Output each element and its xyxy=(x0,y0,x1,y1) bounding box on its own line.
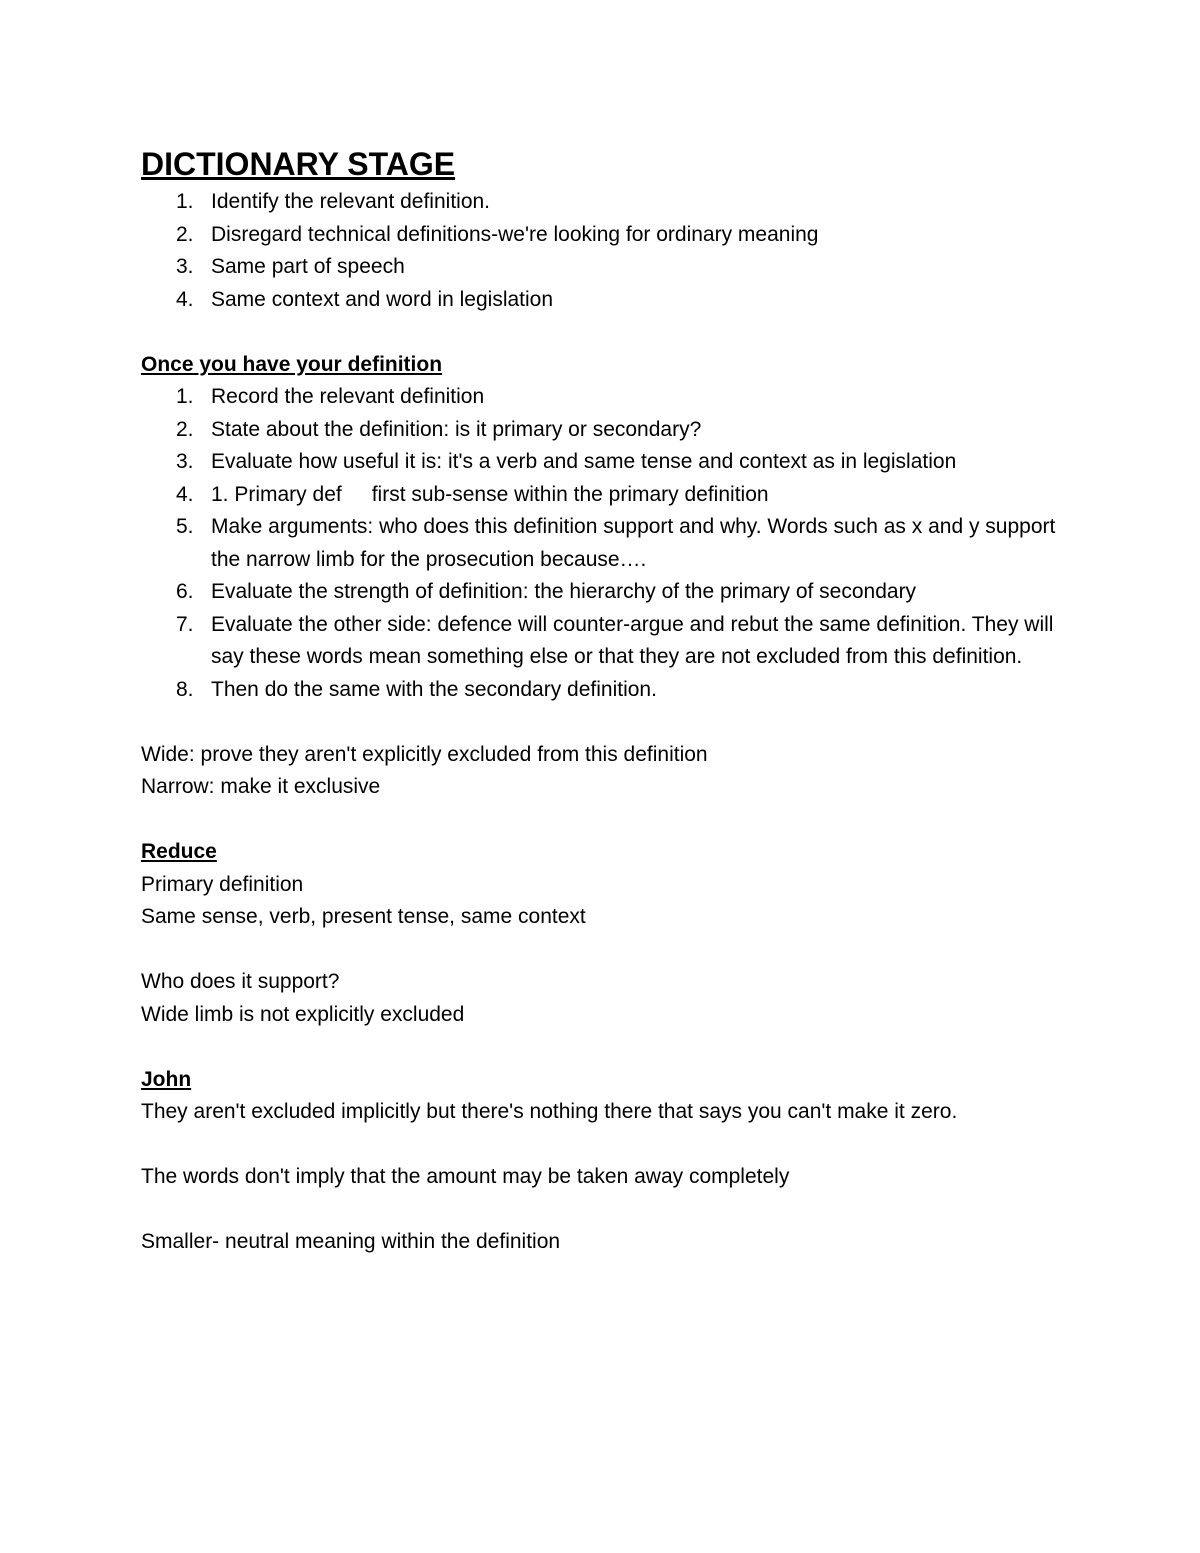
definition-steps-list xyxy=(141,381,1071,706)
john-line: They aren't excluded implicitly but there's nothing there that says you can't make it zero. xyxy=(141,1100,958,1123)
list-number: 8. xyxy=(176,677,194,701)
list-number: 2. xyxy=(176,417,194,441)
list-item-text: Evaluate how useful it is: it's a verb and same tense and context as in legislation xyxy=(211,450,957,473)
list-item-text: Evaluate the other side: defence will counter-argue and rebut the same definition. They will say these words mean something else or that they are not excluded from this definition. xyxy=(211,612,1054,668)
wide-line: Wide: prove they aren't explicitly excluded from this definition xyxy=(141,742,708,766)
list-number: 3. xyxy=(176,450,194,473)
list-item xyxy=(141,284,1071,317)
list-number: 1. xyxy=(176,190,194,213)
document-page xyxy=(141,142,1071,1259)
list-item xyxy=(141,674,1071,707)
list-item xyxy=(141,381,1071,414)
narrow-line: Narrow: make it exclusive xyxy=(141,775,381,798)
list-item xyxy=(141,511,1071,576)
list-item-text: Make arguments: who does this definition support and why. Words such as x and y support the narrow limb for the prosecution because…. xyxy=(211,515,1056,571)
list-item-text: State about the definition: is it primary or secondary? xyxy=(211,417,702,441)
list-item xyxy=(141,609,1071,674)
spacer xyxy=(141,706,1071,739)
spacer xyxy=(141,804,1071,837)
page-title: DICTIONARY STAGE xyxy=(141,146,456,182)
list-item-text: Disregard technical definitions-we're looking for ordinary meaning xyxy=(211,222,819,246)
spacer xyxy=(141,934,1071,967)
dictionary-steps-list xyxy=(141,186,1071,316)
list-item xyxy=(141,186,1071,219)
section-heading-reduce: Reduce xyxy=(141,840,217,863)
list-item-text: Then do the same with the secondary definition. xyxy=(211,677,657,701)
list-item-text: Evaluate the strength of definition: the hierarchy of the primary of secondary xyxy=(211,580,917,603)
list-item xyxy=(141,576,1071,609)
list-item xyxy=(141,219,1071,252)
list-number: 4. xyxy=(176,287,194,311)
list-number: 3. xyxy=(176,255,194,278)
john-line: The words don't imply that the amount may be taken away completely xyxy=(141,1165,790,1188)
list-item xyxy=(141,479,1071,512)
list-item-text: Record the relevant definition xyxy=(211,385,485,408)
list-number: 6. xyxy=(176,580,194,603)
list-item-text: Same context and word in legislation xyxy=(211,287,554,311)
spacer xyxy=(141,1031,1071,1064)
list-number: 1. xyxy=(176,385,194,408)
spacer xyxy=(141,1129,1071,1162)
list-item xyxy=(141,251,1071,284)
reduce-line: Wide limb is not explicitly excluded xyxy=(141,1002,465,1026)
list-item xyxy=(141,414,1071,447)
list-item xyxy=(141,446,1071,479)
list-item-text: Identify the relevant definition. xyxy=(211,190,491,213)
list-number: 2. xyxy=(176,222,194,246)
reduce-line: Same sense, verb, present tense, same context xyxy=(141,905,586,928)
reduce-line: Who does it support? xyxy=(141,970,340,993)
spacer xyxy=(141,1194,1071,1227)
section-heading-definition: Once you have your definition xyxy=(141,352,443,376)
list-item-text: Same part of speech xyxy=(211,255,405,278)
list-item-text-a: 1. Primary def xyxy=(211,482,342,506)
john-line: Smaller- neutral meaning within the definition xyxy=(141,1230,561,1253)
spacer xyxy=(141,316,1071,349)
reduce-line: Primary definition xyxy=(141,872,304,896)
list-number: 5. xyxy=(176,515,194,538)
list-item-text-b: first sub-sense within the primary definition xyxy=(371,482,769,506)
list-number: 4. xyxy=(176,482,194,506)
section-heading-john: John xyxy=(141,1067,192,1091)
list-number: 7. xyxy=(176,612,194,636)
